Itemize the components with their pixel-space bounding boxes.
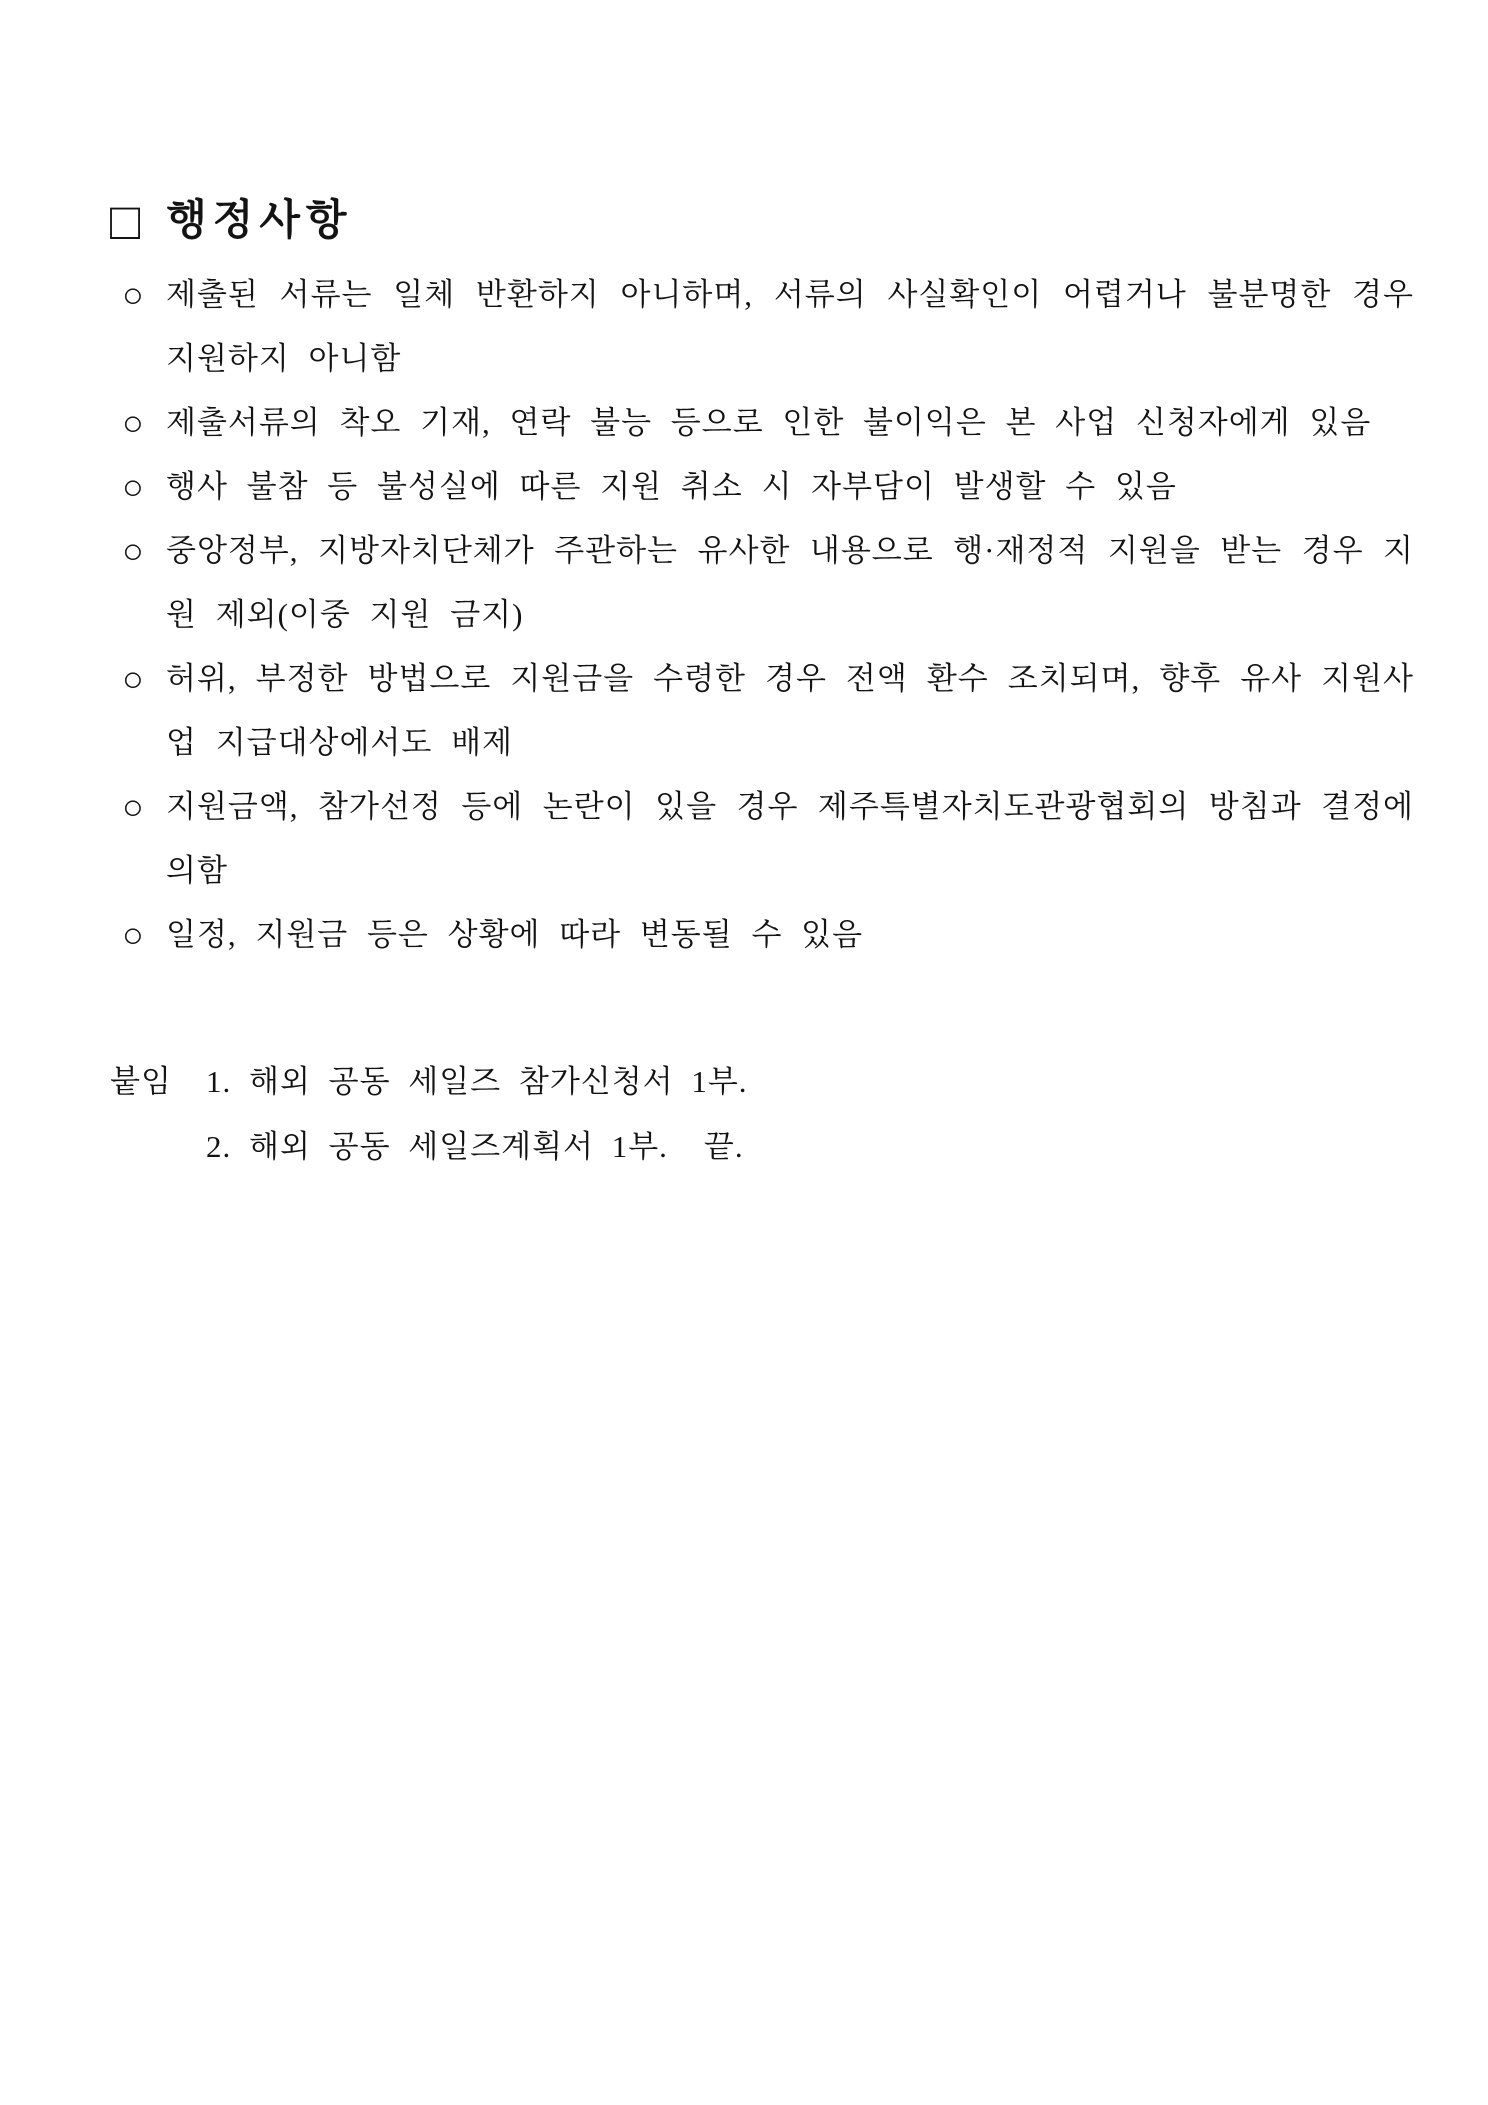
bullet-text: 행사 불참 등 불성실에 따른 지원 취소 시 자부담이 발생할 수 있음 <box>166 469 1177 504</box>
circle-bullet-icon: ○ <box>122 403 144 443</box>
attachment-label: 붙임 <box>110 1064 172 1099</box>
bullet-text: 일정, 지원금 등은 상황에 따라 변동될 수 있음 <box>166 917 864 952</box>
bullet-list <box>122 263 1414 967</box>
bullet-item <box>122 775 1414 903</box>
attachment-block <box>110 1049 1488 1179</box>
bullet-item <box>122 455 1414 519</box>
attachment-item <box>206 1114 784 1179</box>
circle-bullet-icon: ○ <box>122 787 144 827</box>
bullet-item <box>122 391 1414 455</box>
section-heading <box>110 191 1488 251</box>
circle-bullet-icon: ○ <box>122 275 144 315</box>
checkbox-square-icon: □ <box>110 191 141 251</box>
attachment-item <box>206 1049 784 1114</box>
attachment-item-text: 1. 해외 공동 세일즈 참가신청서 1부. <box>206 1064 748 1099</box>
bullet-text: 중앙정부, 지방자치단체가 주관하는 유사한 내용으로 행·재정적 지원을 받는 경우 지원 제외(이중 지원 금지) <box>166 533 1414 632</box>
circle-bullet-icon: ○ <box>122 467 144 507</box>
circle-bullet-icon: ○ <box>122 659 144 699</box>
bullet-text: 지원금액, 참가선정 등에 논란이 있을 경우 제주특별자치도관광협회의 방침과 결정에 의함 <box>166 789 1414 888</box>
section-heading-title: 행정사항 <box>166 198 353 244</box>
bullet-text: 허위, 부정한 방법으로 지원금을 수령한 경우 전액 환수 조치되며, 향후 유사 지원사업 지급대상에서도 배제 <box>166 661 1414 760</box>
bullet-item <box>122 519 1414 647</box>
attachment-end-mark: 끝. <box>703 1129 744 1164</box>
bullet-text: 제출된 서류는 일체 반환하지 아니하며, 서류의 사실확인이 어렵거나 불분명한 경우 지원하지 아니함 <box>166 277 1414 376</box>
bullet-text: 제출서류의 착오 기재, 연락 불능 등으로 인한 불이익은 본 사업 신청자에게 있음 <box>166 405 1372 440</box>
bullet-item <box>122 263 1414 391</box>
circle-bullet-icon: ○ <box>122 915 144 955</box>
circle-bullet-icon: ○ <box>122 531 144 571</box>
bullet-item <box>122 903 1414 967</box>
attachment-item-text: 2. 해외 공동 세일즈계획서 1부. <box>206 1129 668 1164</box>
attachment-items <box>206 1049 784 1179</box>
bullet-item <box>122 647 1414 775</box>
